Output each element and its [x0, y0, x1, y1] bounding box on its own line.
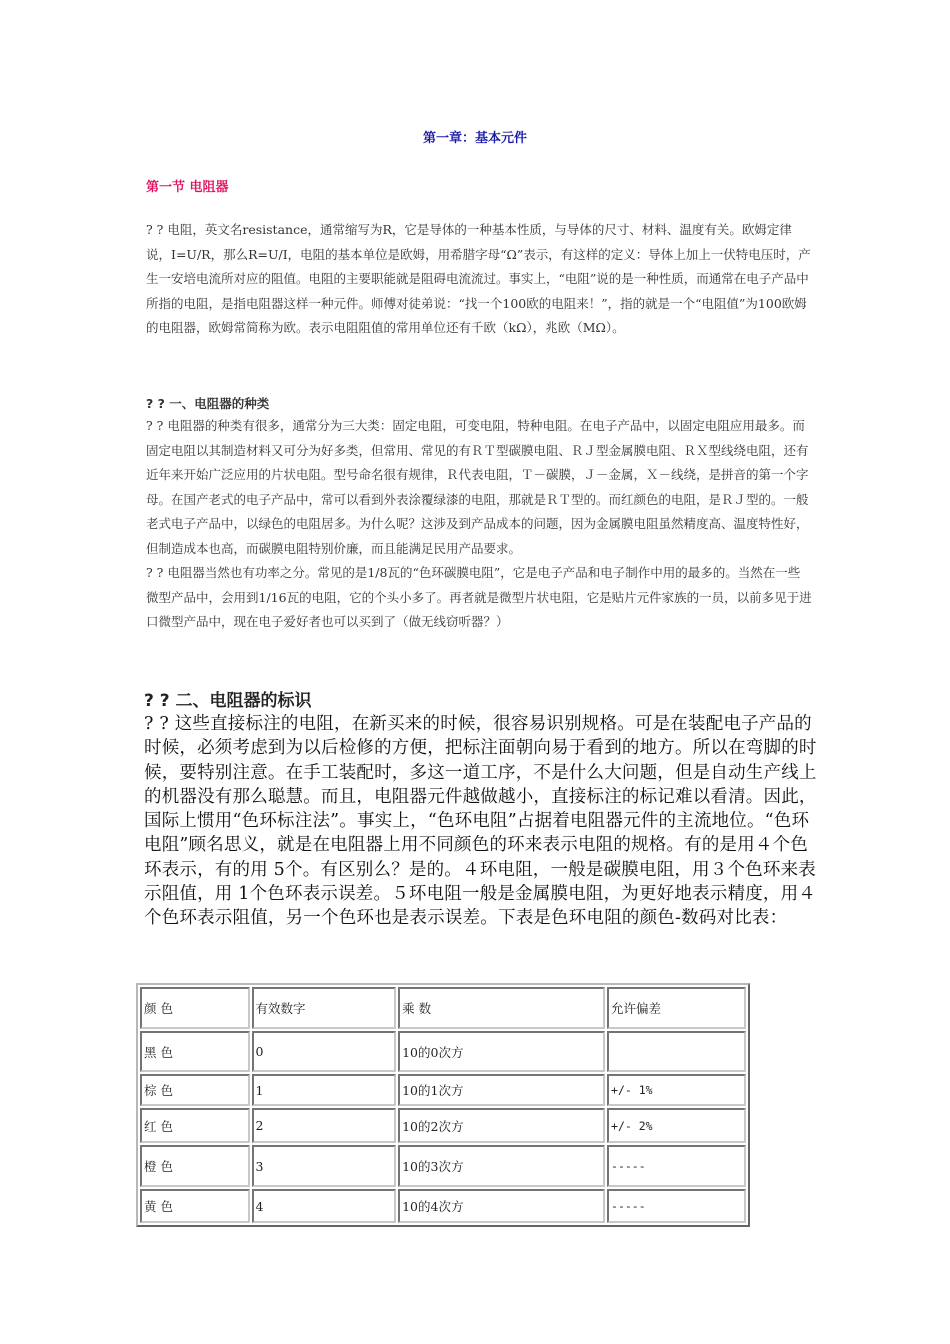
table-cell: 1 [252, 1074, 397, 1106]
table-cell: 4 [252, 1189, 397, 1223]
table-cell: 10的4次方 [398, 1189, 605, 1223]
types-paragraph-1: ? ? 电阻器的种类有很多，通常分为三大类：固定电阻，可变电阻，特种电阻。在电子产品中，以固定电阻应用最多。而固定电阻以其制造材料又可分为好多类，但常用、常见的有ＲＴ型碳膜电阻、ＲＪ型金属膜电阻、ＲＸ型线绕电阻，还有近年来开始广泛应用的片状电阻。型号命名很有规律，Ｒ代表电阻，Ｔ－碳膜，Ｊ－金属，Ｘ－线绕，是拼音的第一个字母。在国产老式的电子产品中，常可以看到外表涂覆绿漆的电阻，那就是ＲＴ型的。而红颜色的电阻，是ＲＪ型的。一般老式电子产品中，以绿色的电阻居多。为什么呢？这涉及到产品成本的问题，因为金属膜电阻虽然精度高、温度特性好，但制造成本也高，而碳膜电阻特别价廉，而且能满足民用产品要求。 [146, 418, 809, 556]
section-title: 第一节 电阻器 [146, 180, 229, 195]
table-header-cell: 有效数字 [252, 987, 397, 1029]
table-cell: 10的3次方 [398, 1145, 605, 1187]
types-section [146, 414, 812, 635]
table-cell: +/- 2% [607, 1108, 746, 1143]
table-cell: ----- [607, 1145, 746, 1187]
table-header-row [140, 987, 746, 1029]
table-cell: 10的1次方 [398, 1074, 605, 1106]
chapter-title: 第一章：基本元件 [422, 131, 527, 146]
marking-section [144, 712, 824, 931]
table-cell: 0 [252, 1031, 397, 1072]
table-row [140, 1031, 746, 1072]
table-row [140, 1108, 746, 1143]
table-cell: 黄 色 [140, 1189, 250, 1223]
table-cell: 3 [252, 1145, 397, 1187]
table-header-cell: 颜 色 [140, 987, 250, 1029]
table-row [140, 1145, 746, 1187]
color-code-table [136, 983, 750, 1227]
marking-heading: ? ? 二、电阻器的标识 [144, 691, 312, 711]
types-paragraph-2: ? ? 电阻器当然也有功率之分。常见的是1/8瓦的“色环碳膜电阻”，它是电子产品和电子制作中用的最多的。当然在一些微型产品中，会用到1/16瓦的电阻，它的个头小多了。再者就是微型片状电阻，它是贴片元件家族的一员，以前多见于进口微型产品中，现在电子爱好者也可以买到了（做无线窃听器？） [146, 565, 812, 629]
table-row [140, 1189, 746, 1223]
table-cell: 黑 色 [140, 1031, 250, 1072]
table-cell: 10的0次方 [398, 1031, 605, 1072]
table-cell [607, 1031, 746, 1072]
table-header-cell: 乘 数 [398, 987, 605, 1029]
table-cell: ----- [607, 1189, 746, 1223]
intro-paragraph-text: ? ? 电阻，英文名resistance，通常缩写为R，它是导体的一种基本性质，与导体的尺寸、材料、温度有关。欧姆定律说，I=U/R，那么R=U/I，电阻的基本单位是欧姆，用希腊字母“Ω”表示，有这样的定义：导体上加上一伏特电压时，产生一安培电流所对应的阻值。电阻的主要职能就是阻碍电流流过。事实上，“电阻”说的是一种性质，而通常在电子产品中所指的电阻，是指电阻器这样一种元件。师傅对徒弟说：“找一个100欧的电阻来！”，指的就是一个“电阻值”为100欧姆的电阻器，欧姆常简称为欧。表示电阻阻值的常用单位还有千欧（kΩ），兆欧（MΩ）。 [146, 222, 811, 335]
table-cell: 红 色 [140, 1108, 250, 1143]
table-header-cell: 允许偏差 [607, 987, 746, 1029]
intro-paragraph [146, 218, 812, 341]
types-heading: ? ? 一、电阻器的种类 [146, 396, 270, 411]
table-cell: 2 [252, 1108, 397, 1143]
table-cell: 棕 色 [140, 1074, 250, 1106]
table-cell: 橙 色 [140, 1145, 250, 1187]
table-row [140, 1074, 746, 1106]
marking-paragraph: ? ? 这些直接标注的电阻，在新买来的时候，很容易识别规格。可是在装配电子产品的时候，必须考虑到为以后检修的方便，把标注面朝向易于看到的地方。所以在弯脚的时候，要特别注意。在手工装配时，多这一道工序，不是什么大问题，但是自动生产线上的机器没有那么聪慧。而且，电阻器元件越做越小，直接标注的标记难以看清。因此，国际上惯用“色环标注法”。事实上，“色环电阻”占据着电阻器元件的主流地位。“色环电阻”顾名思义，就是在电阻器上用不同颜色的环来表示电阻的规格。有的是用４个色环表示，有的用 5个。有区别么？是的。４环电阻，一般是碳膜电阻，用３个色环来表示阻值，用 1个色环表示误差。５环电阻一般是金属膜电阻，为更好地表示精度，用４个色环表示阻值，另一个色环也是表示误差。下表是色环电阻的颜色-数码对比表： [144, 714, 817, 929]
table-cell: +/- 1% [607, 1074, 746, 1106]
table-cell: 10的2次方 [398, 1108, 605, 1143]
